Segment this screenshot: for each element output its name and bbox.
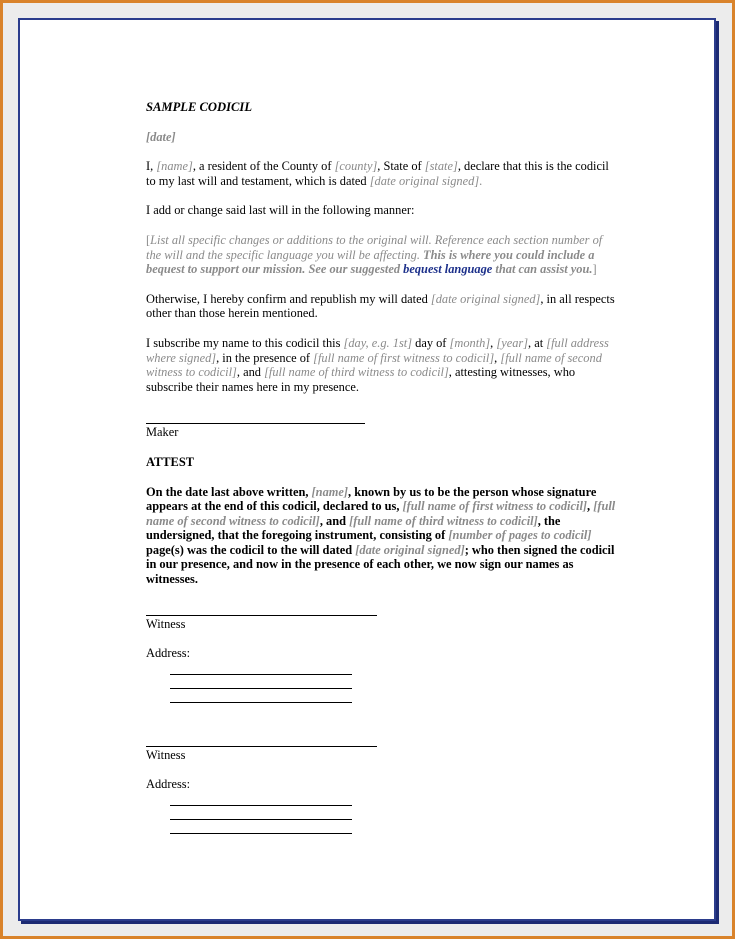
name-placeholder: [name] <box>156 159 193 174</box>
document-content <box>146 100 616 834</box>
witness-2-signature-line <box>146 746 377 747</box>
witness-1-label: Witness <box>146 616 186 631</box>
county-placeholder: [county] <box>334 159 378 174</box>
republish-paragraph: Otherwise, I hereby confirm and republish my will dated [date original signed], in all respects other than those herein mentioned. <box>146 291 615 321</box>
witness-2-address-line-1 <box>170 805 352 806</box>
witness-1-address-label: Address: <box>146 646 191 661</box>
witness-1-address-line-3 <box>170 702 352 703</box>
document-page <box>18 18 716 921</box>
witness-2-address-line-2 <box>170 819 352 820</box>
witness-1-address-line-1 <box>170 674 352 675</box>
document-title: SAMPLE CODICIL <box>146 100 253 114</box>
maker-label: Maker <box>146 425 179 440</box>
instructions-paragraph: [List all specific changes or additions to the original will. Reference each section number of the will and the specific language you will be affecting. This is where you could include a bequest to support our mission. See our suggested bequest language that can assist you.] <box>146 232 603 277</box>
date-signed-placeholder: [date original signed] <box>369 173 480 188</box>
document-frame <box>3 3 732 936</box>
witness-2-label: Witness <box>146 747 186 762</box>
maker-signature-line <box>146 423 365 424</box>
witness-2-address-label: Address: <box>146 777 191 792</box>
attest-heading: ATTEST <box>146 454 194 469</box>
witness-1-signature-line <box>146 615 377 616</box>
witness-1-address-line-2 <box>170 688 352 689</box>
witness-2-address-line-3 <box>170 833 352 834</box>
date-placeholder: [date] <box>146 129 176 144</box>
state-placeholder: [state] <box>424 159 458 174</box>
change-intro-paragraph: I add or change said last will in the following manner: <box>146 203 415 218</box>
declaration-paragraph: I, [name], a resident of the County of [county], State of [state], declare that this is the codicil to my last will and testament, which is dated [date original signed]. <box>146 159 609 188</box>
subscribe-paragraph: I subscribe my name to this codicil this [day, e.g. 1st] day of [month], [year], at [full address where signed], in the presence of [full name of first witness to codicil], [full name of second witness to codicil], and [full name of third witness to codicil], attesting witnesses, who subscribe their names here in my presence. <box>146 335 609 394</box>
attest-paragraph: On the date last above written, [name], known by us to be the person whose signature appears at the end of this codicil, declared to us, [full name of first witness to codicil], [full name of second witness to codicil], and [full name of third witness to codicil], the undersigned, that the foregoing instrument, consisting of [number of pages to codicil] page(s) was the codicil to the will dated [date original signed]; who then signed the codicil in our presence, and now in the presence of each other, we now sign our names as witnesses. <box>146 484 616 587</box>
bequest-language-link[interactable]: bequest language <box>403 262 493 277</box>
